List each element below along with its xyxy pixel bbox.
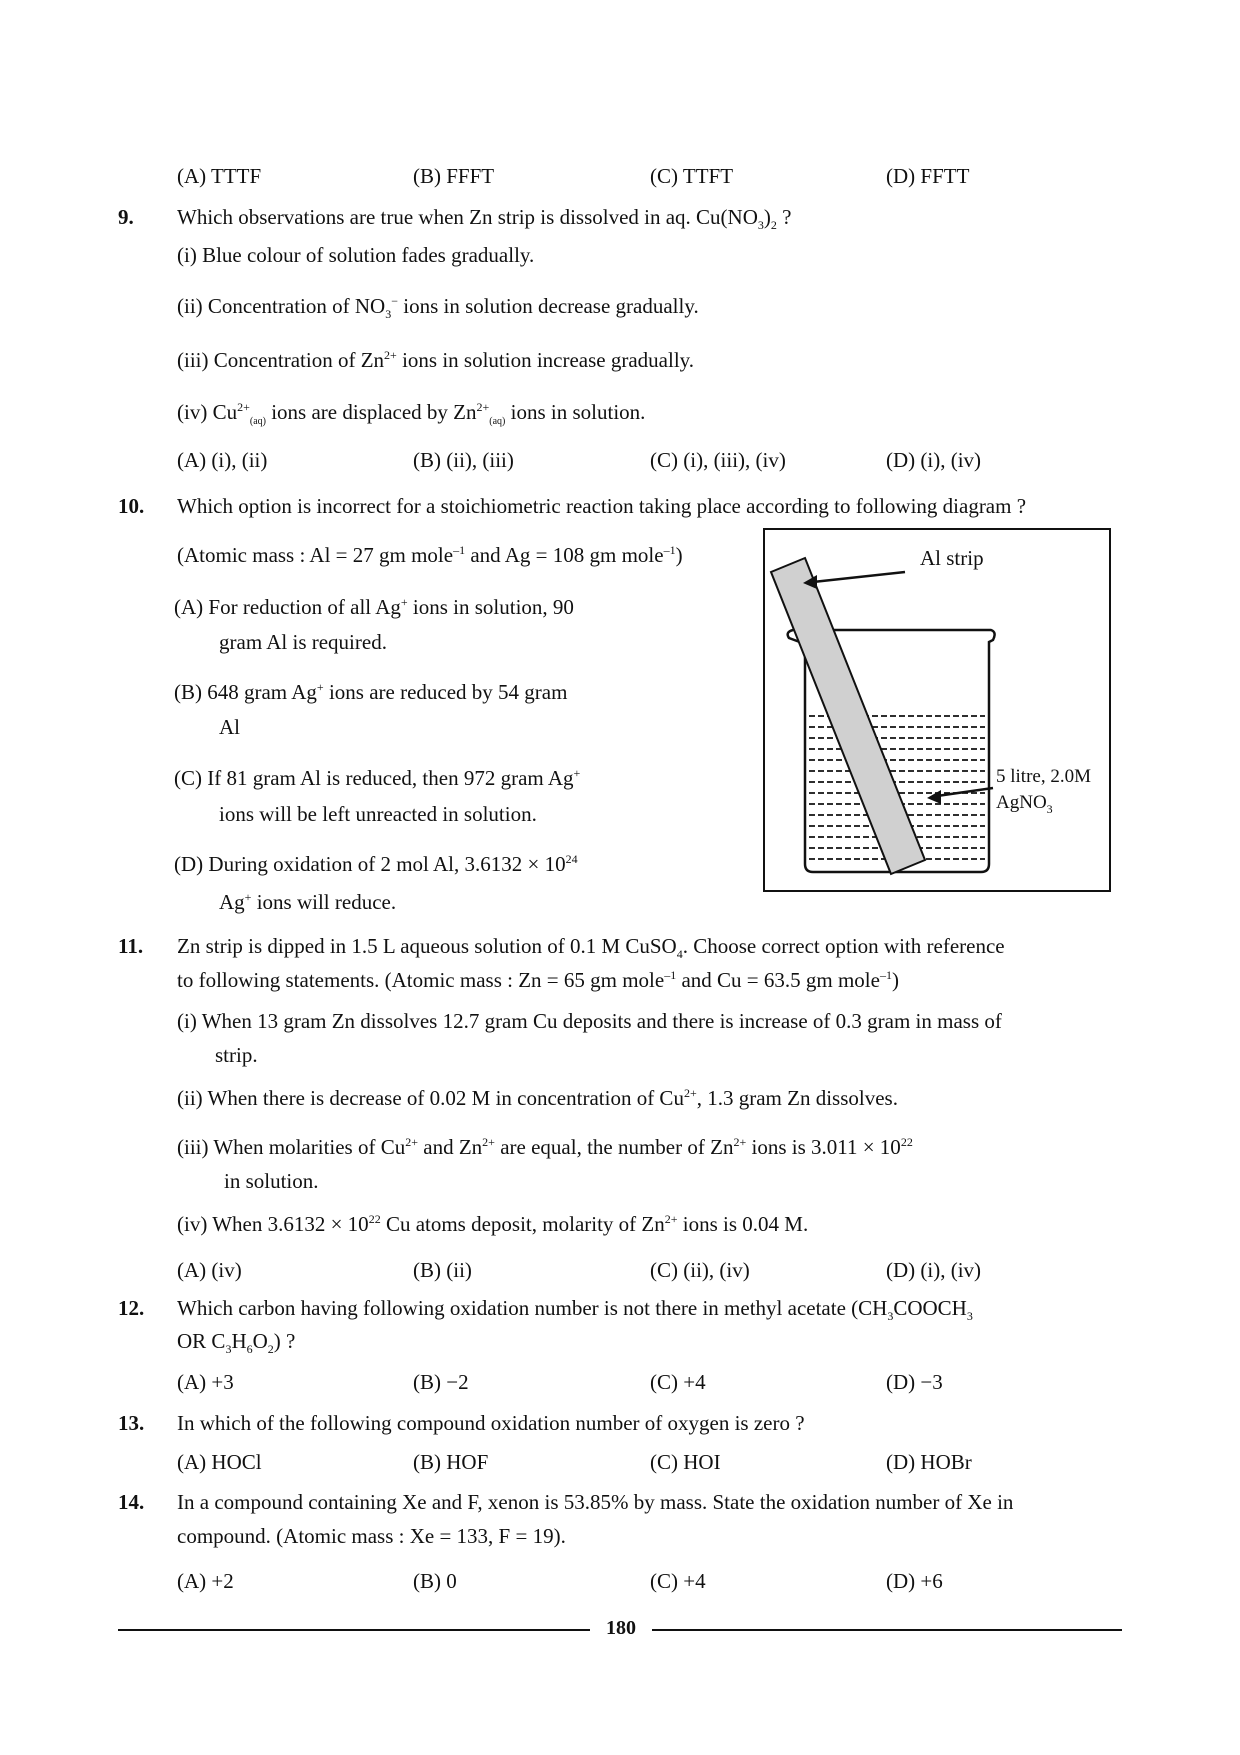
- q13-number: 13.: [118, 1411, 145, 1435]
- q11-question-line2: to following statements. (Atomic mass : Zn = 65 gm mole$^{-1}$ and Cu = 63.5 gm mole$^{-1}$): [177, 968, 899, 992]
- q10-option-d-line1: (D) During oxidation of 2 mol Al, $3.6132 \times 10^{24}$: [174, 852, 578, 876]
- q9-statement-4: (iv) $Cu^{2+}_{(aq)}$ ions are displaced by $Zn^{2+}_{(aq)}$ ions in solution.: [177, 400, 646, 428]
- q11-statement-2: (ii) When there is decrease of 0.02 M in concentration of $Cu^{2+}$, 1.3 gram Zn dissolves.: [177, 1086, 898, 1110]
- q10-question: Which option is incorrect for a stoichiometric reaction taking place according to following diagram ?: [177, 494, 1027, 518]
- q10-option-b-line1: (B) 648 gram Ag+ ions are reduced by 54 gram: [174, 680, 568, 704]
- q13-option-d: (D) HOBr: [886, 1450, 972, 1474]
- q11-option-b: (B) (ii): [413, 1258, 472, 1282]
- q11-statement-3-line2: in solution.: [224, 1169, 319, 1193]
- q9-statement-3: (iii) Concentration of $Zn^{2+}$ ions in solution increase gradually.: [177, 348, 695, 372]
- q12-question-line1: Which carbon having following oxidation number is not there in methyl acetate ($CH_3COOCH_3$: [177, 1296, 973, 1324]
- q10-option-a-line2: gram Al is required.: [219, 630, 387, 654]
- q10-option-d-line2: Ag+ ions will reduce.: [219, 890, 397, 914]
- q10-option-a-line1: (A) For reduction of all Ag+ ions in solution, 90: [174, 595, 574, 619]
- q9-number: 9.: [118, 205, 134, 229]
- q11-option-d: (D) (i), (iv): [886, 1258, 982, 1282]
- beaker-illustration: [765, 530, 1109, 890]
- q13-option-a: (A) HOCl: [177, 1450, 262, 1474]
- q12-option-d: (D) −3: [886, 1370, 943, 1394]
- q13-option-b: (B) HOF: [413, 1450, 489, 1474]
- q9-option-a: (A) (i), (ii): [177, 448, 268, 472]
- q14-question-line2: compound. (Atomic mass : Xe = 133, F = 19).: [177, 1524, 566, 1548]
- footer-rule-left: [118, 1629, 590, 1631]
- q14-option-d: (D) +6: [886, 1569, 943, 1593]
- q13-option-c: (C) HOI: [650, 1450, 721, 1474]
- q14-option-b: (B) 0: [413, 1569, 457, 1593]
- q10-option-b-line2: Al: [219, 715, 240, 739]
- q11-number: 11.: [118, 934, 144, 958]
- solution-label-line2: AgNO$_3$: [996, 792, 1053, 816]
- q9-statement-1: (i) Blue colour of solution fades gradually.: [177, 243, 535, 267]
- q13-question: In which of the following compound oxidation number of oxygen is zero ?: [177, 1411, 805, 1435]
- q10-number: 10.: [118, 494, 145, 518]
- q8-option-d: (D) FFTT: [886, 164, 970, 188]
- footer-rule-right: [652, 1629, 1122, 1631]
- q10-atomic-mass: (Atomic mass : Al = 27 gm mole$^{-1}$ and Ag = 108 gm mole$^{-1}$): [177, 543, 683, 567]
- q11-statement-3-line1: (iii) When molarities of $Cu^{2+}$ and $Zn^{2+}$ are equal, the number of $Zn^{2+}$ ions is $3.011 \times 10^{22}$: [177, 1135, 913, 1159]
- q12-question-line2: OR $C_3H_6O_2$) ?: [177, 1329, 296, 1357]
- q11-option-c: (C) (ii), (iv): [650, 1258, 750, 1282]
- q11-statement-4: (iv) When $3.6132 \times 10^{22}$ Cu atoms deposit, molarity of $Zn^{2+}$ ions is 0.04 M.: [177, 1212, 809, 1236]
- page-number: 180: [606, 1617, 636, 1639]
- q12-option-c: (C) +4: [650, 1370, 706, 1394]
- q11-statement-1-line1: (i) When 13 gram Zn dissolves 12.7 gram Cu deposits and there is increase of 0.3 gram in mass of: [177, 1009, 1002, 1033]
- q8-option-c: (C) TTFT: [650, 164, 734, 188]
- q14-number: 14.: [118, 1490, 145, 1514]
- q10-option-c-line2: ions will be left unreacted in solution.: [219, 802, 537, 826]
- q12-option-a: (A) +3: [177, 1370, 234, 1394]
- q8-option-b: (B) FFFT: [413, 164, 495, 188]
- q12-option-b: (B) −2: [413, 1370, 469, 1394]
- q14-question-line1: In a compound containing Xe and F, xenon is 53.85% by mass. State the oxidation number of Xe in: [177, 1490, 1014, 1514]
- q9-question: Which observations are true when Zn strip is dissolved in aq. $Cu(NO_3)_2$ ?: [177, 205, 792, 233]
- q14-option-a: (A) +2: [177, 1569, 234, 1593]
- strip-arrow: [813, 572, 905, 582]
- q14-option-c: (C) +4: [650, 1569, 706, 1593]
- q9-option-d: (D) (i), (iv): [886, 448, 982, 472]
- q9-option-b: (B) (ii), (iii): [413, 448, 514, 472]
- solution-label-line1: 5 litre, 2.0M: [996, 766, 1091, 787]
- q9-option-c: (C) (i), (iii), (iv): [650, 448, 786, 472]
- q11-statement-1-line2: strip.: [215, 1043, 258, 1067]
- q8-option-a: (A) TTTF: [177, 164, 262, 188]
- q11-option-a: (A) (iv): [177, 1258, 242, 1282]
- solution-arrow: [937, 788, 993, 796]
- q11-question-line1: Zn strip is dipped in 1.5 L aqueous solution of 0.1 M CuSO$_4$. Choose correct option with reference: [177, 934, 1005, 962]
- al-strip-label: Al strip: [920, 546, 984, 570]
- beaker-diagram: [763, 528, 1111, 892]
- q9-statement-2: (ii) Concentration of $NO_3^-$ ions in solution decrease gradually.: [177, 294, 699, 322]
- q10-option-c-line1: (C) If 81 gram Al is reduced, then 972 gram Ag+: [174, 766, 581, 790]
- q12-number: 12.: [118, 1296, 145, 1320]
